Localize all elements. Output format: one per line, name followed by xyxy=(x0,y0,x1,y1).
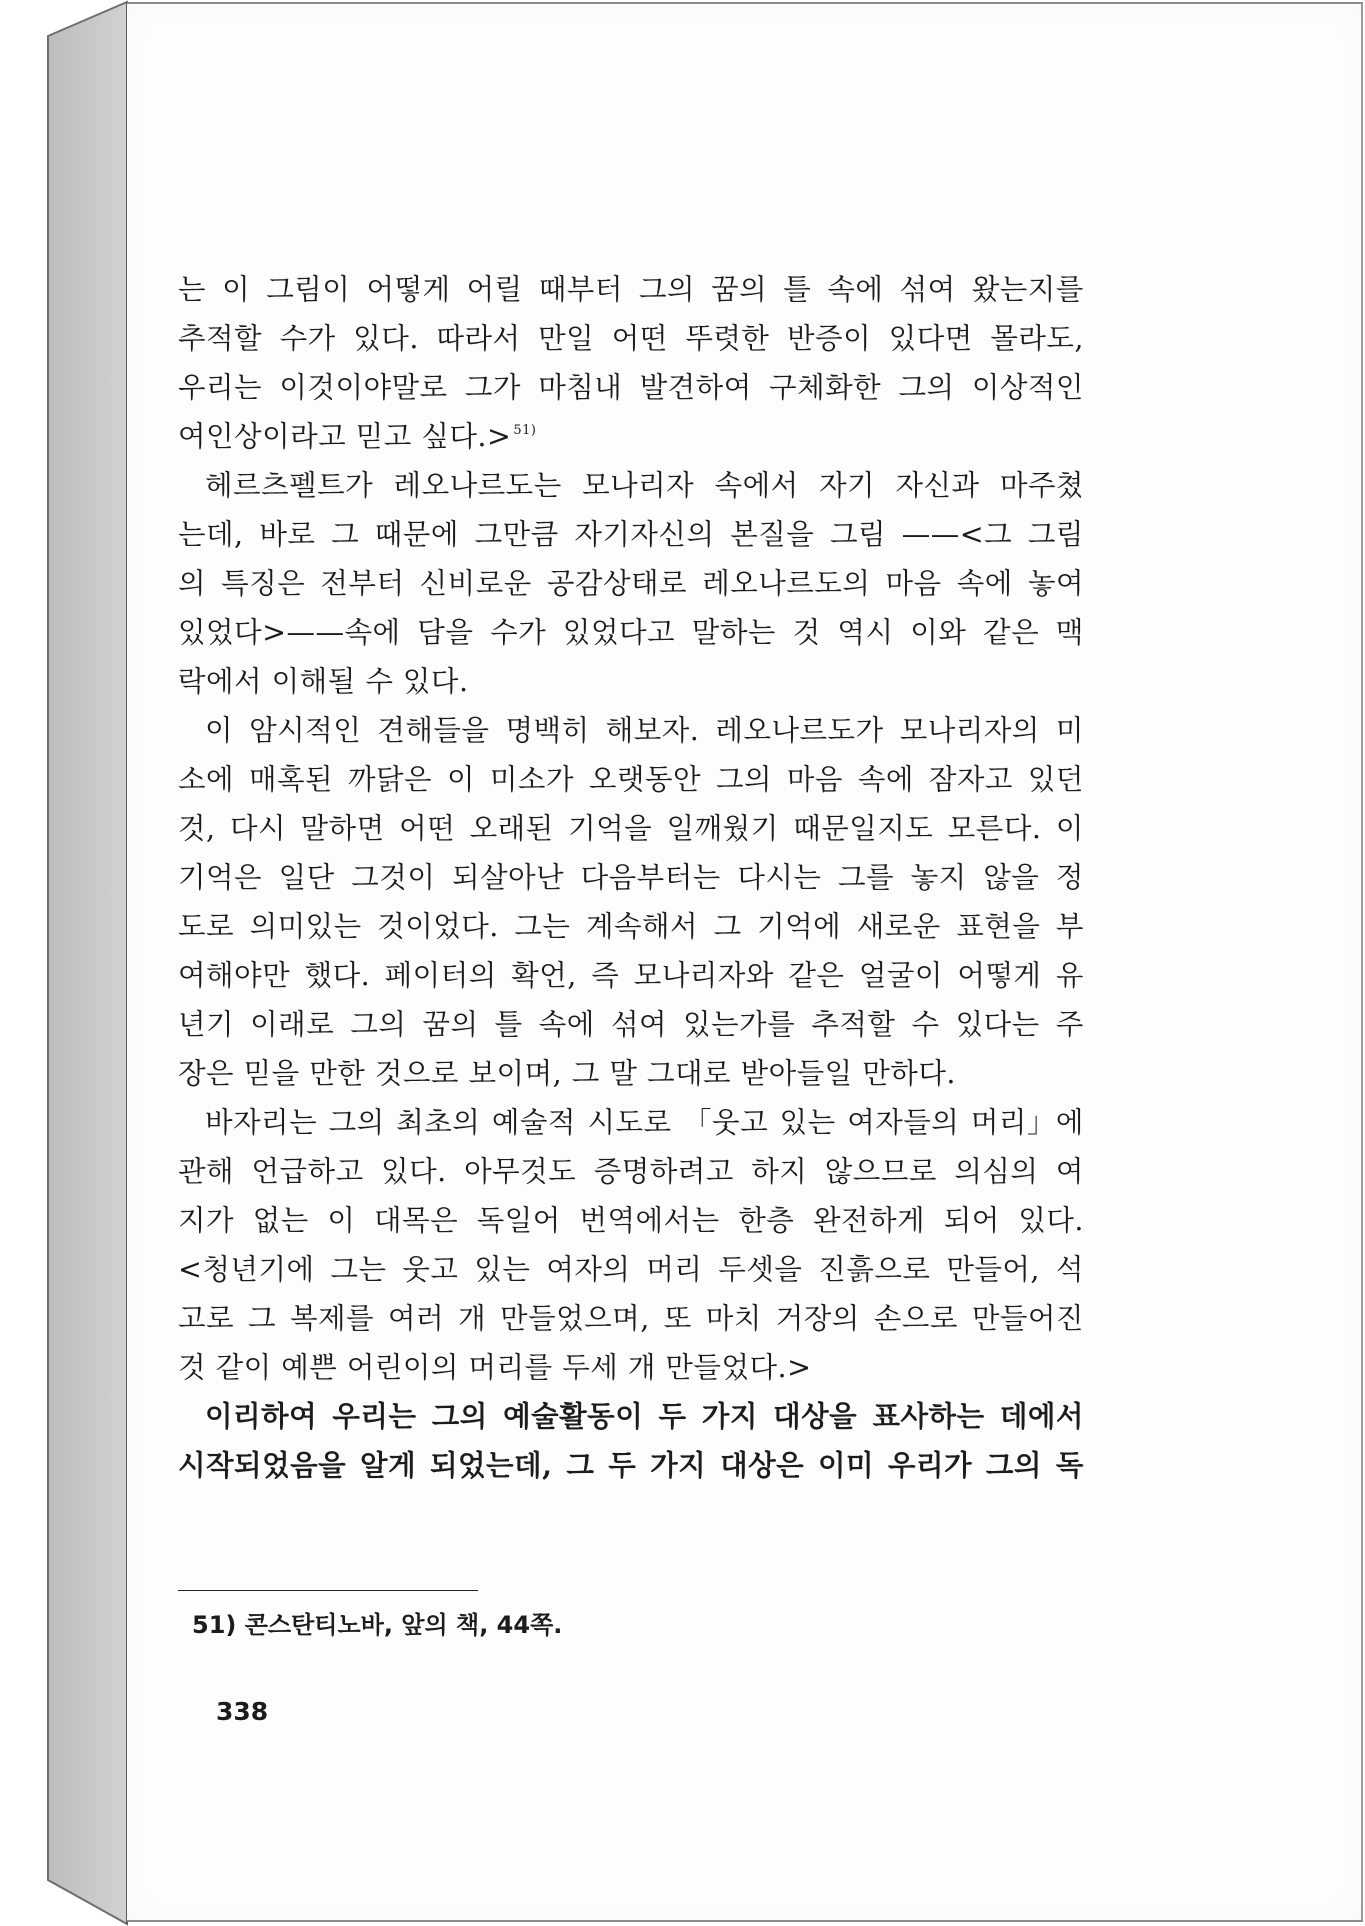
text-line: 것, 다시 말하면 어떤 오래된 기억을 일깨웠기 때문일지도 모른다. 이 xyxy=(178,812,1084,845)
text-line: 여해야만 했다. 페이터의 확언, 즉 모나리자와 같은 얼굴이 어떻게 유 xyxy=(178,959,1084,992)
book-spine xyxy=(0,0,130,1926)
text-line: 우리는 이것이야말로 그가 마침내 발견하여 구체화한 그의 이상적인 xyxy=(178,371,1084,404)
text-line: 관해 언급하고 있다. 아무것도 증명하려고 하지 않으므로 의심의 여 xyxy=(178,1155,1084,1188)
text-line: 시작되었음을 알게 되었는데, 그 두 가지 대상은 이미 우리가 그의 독 xyxy=(178,1448,1084,1482)
text-line: 기억은 일단 그것이 되살아난 다음부터는 다시는 그를 놓지 않을 정 xyxy=(178,861,1084,894)
text-line: 락에서 이해될 수 있다. xyxy=(178,665,469,698)
text-line: 소에 매혹된 까닭은 이 미소가 오랫동안 그의 마음 속에 잠자고 있던 xyxy=(178,763,1084,796)
text-line: <청년기에 그는 웃고 있는 여자의 머리 두셋을 진흙으로 만들어, 석 xyxy=(178,1253,1084,1286)
text-line: 는 이 그림이 어떻게 어릴 때부터 그의 꿈의 틀 속에 섞여 왔는지를 xyxy=(178,273,1084,306)
text-line: 추적할 수가 있다. 따라서 만일 어떤 뚜렷한 반증이 있다면 몰라도, xyxy=(178,322,1084,355)
text-line: 지가 없는 이 대목은 독일어 번역에서는 한층 완전하게 되어 있다. xyxy=(178,1204,1084,1237)
text-line: 고로 그 복제를 여러 개 만들었으며, 또 마치 거장의 손으로 만들어진 xyxy=(178,1302,1084,1335)
text-line: 것 같이 예쁜 어린이의 머리를 두세 개 만들었다.> xyxy=(178,1351,812,1384)
text-line: 바자리는 그의 최초의 예술적 시도로 「웃고 있는 여자들의 머리」에 xyxy=(205,1106,1084,1139)
footnote: 51) 콘스탄티노바, 앞의 책, 44쪽. xyxy=(192,1611,563,1639)
text-line: 헤르츠펠트가 레오나르도는 모나리자 속에서 자기 자신과 마주쳤 xyxy=(205,469,1084,502)
page-number: 338 xyxy=(216,1697,269,1726)
text-line: 이 암시적인 견해들을 명백히 해보자. 레오나르도가 모나리자의 미 xyxy=(205,714,1084,747)
text-line: 이리하여 우리는 그의 예술활동이 두 가지 대상을 표사하는 데에서 xyxy=(205,1399,1084,1433)
text-line: 있었다>——속에 담을 수가 있었다고 말하는 것 역시 이와 같은 맥 xyxy=(178,616,1084,649)
body-text xyxy=(178,265,1084,1490)
text-line: 년기 이래로 그의 꿈의 틀 속에 섞여 있는가를 추적할 수 있다는 주 xyxy=(178,1008,1084,1041)
text-line: 여인상이라고 믿고 싶다.> $^{51)}$ xyxy=(178,412,1084,461)
footnote-marker: 51) xyxy=(513,423,537,438)
footnote-rule xyxy=(178,1590,478,1591)
text-line: 장은 믿을 만한 것으로 보이며, 그 말 그대로 받아들일 만하다. xyxy=(178,1057,956,1090)
text-line: 의 특징은 전부터 신비로운 공감상태로 레오나르도의 마음 속에 놓여 xyxy=(178,567,1084,600)
text-line: 는데, 바로 그 때문에 그만큼 자기자신의 본질을 그림 ——<그 그림 xyxy=(178,518,1084,551)
text-line: 도로 의미있는 것이었다. 그는 계속해서 그 기억에 새로운 표현을 부 xyxy=(178,910,1084,943)
